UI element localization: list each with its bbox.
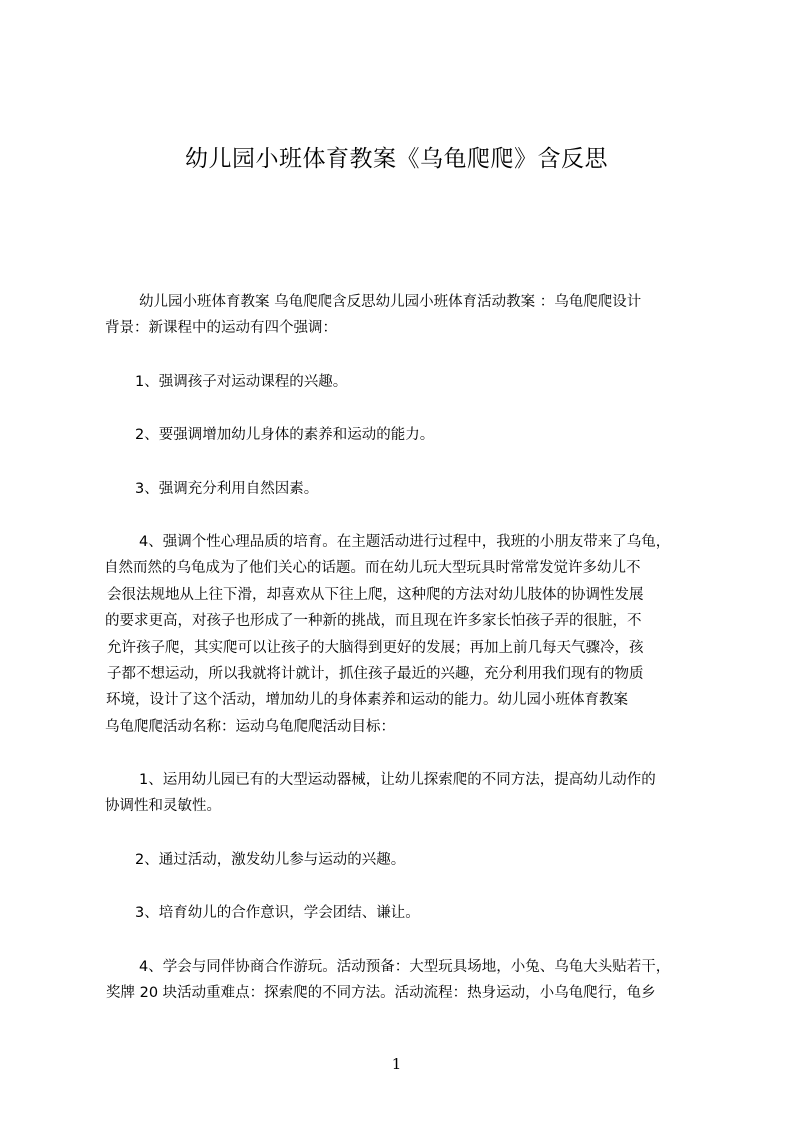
paragraph-line: 会很法规地从上往下滑，却喜欢从下往上爬，这种爬的方法对幼儿肢体的协调性发展 [107,587,644,603]
paragraph-line: 1、运用幼儿园已有的大型运动器械，让幼儿探索爬的不同方法，提高幼儿动作的 [139,772,656,788]
paragraph-line: 3、强调充分利用自然因素。 [135,481,319,497]
paragraph-line: 3、培育幼儿的合作意识，学会团结、谦让。 [135,905,420,921]
paragraph-line: 奖牌 20 块活动重难点：探索爬的不同方法。活动流程：热身运动，小乌龟爬行，龟乡 [106,985,656,1001]
paragraph-line: 乌龟爬爬活动名称：运动乌龟爬爬活动目标： [105,719,395,735]
paragraph-line: 4、强调个性心理品质的培育。在主题活动进行过程中，我班的小朋友带来了乌龟， [139,534,671,550]
paragraph-line: 1、强调孩子对运动课程的兴趣。 [135,374,348,390]
paragraph-line: 自然而然的乌龟成为了他们关心的话题。而在幼儿玩大型玩具时常常发觉许多幼儿不 [104,560,641,576]
paragraph-line: 2、通过活动，激发幼儿参与运动的兴趣。 [135,852,406,868]
document-title: 幼儿园小班体育教案《乌龟爬爬》含反思 [185,146,608,172]
paragraph-line: 2、要强调增加幼儿身体的素养和运动的能力。 [135,427,435,443]
paragraph-line: 允许孩子爬，其实爬可以让孩子的大脑得到更好的发展；再加上前几每天气骤冷，孩 [107,640,644,656]
paragraph-line: 4、学会与同伴协商合作游玩。活动预备：大型玩具场地，小兔、乌龟大头贴若干， [139,959,671,975]
paragraph-line: 的要求更高，对孩子也形成了一种新的挑战，而且现在许多家长怕孩子弄的很脏，不 [105,613,642,629]
paragraph-line: 环境，设计了这个活动，增加幼儿的身体素养和运动的能力。幼儿园小班体育教案 [106,692,628,708]
paragraph-line: 协调性和灵敏性。 [105,798,221,814]
paragraph-line: 背景：新课程中的运动有四个强调： [105,320,337,336]
page-number: 1 [391,1055,402,1073]
paragraph-line: 子都不想运动，所以我就将计就计，抓住孩子最近的兴趣，充分利用我们现有的物质 [107,666,644,682]
paragraph-line: 幼儿园小班体育教案 乌龟爬爬含反思幼儿园小班体育活动教案 ：乌龟爬爬设计 [139,294,642,310]
